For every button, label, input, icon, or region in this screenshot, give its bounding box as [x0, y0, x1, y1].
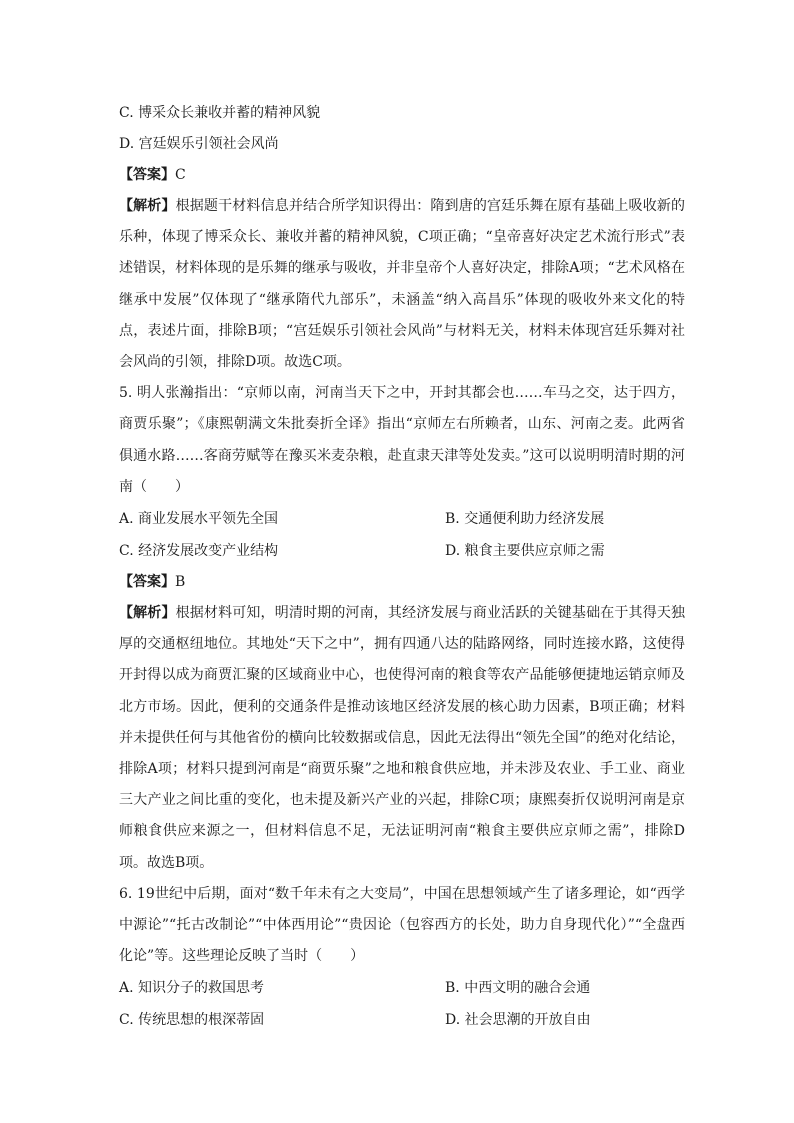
- q4-analysis-label: 【解析】: [119, 198, 176, 214]
- q4-analysis: [119, 191, 685, 378]
- q6-options-row-2: [119, 1004, 685, 1036]
- q5-analysis-label: 【解析】: [119, 605, 176, 622]
- q6-options-row-1: [119, 972, 685, 1004]
- q4-option-d: D. 宫廷娱乐引领社会风尚: [119, 136, 279, 152]
- q5-analysis-text: 根据材料可知，明清时期的河南，其经济发展与商业活跃的关键基础在于其得天独厚的交通枢纽地位。其地处“天下之中”，拥有四通八达的陆路网络，同时连接水路，这使得开封得以成为商贾汇聚的区域商业中心，也使得河南的粮食等农产品能够便捷地运销京师及北方市场。因此，便利的交通条件是推动该地区经济发展的核心助力因素，B项正确；材料并未提供任何与其他省份的横向比较数据或信息，因此无法得出“领先全国”的绝对化结论，排除A项；材料只提到河南是“商贾乐聚”之地和粮食供应地，并未涉及农业、手工业、商业三大产业之间比重的变化，也未提及新兴产业的兴起，排除C项；康熙奏折仅说明河南是京师粮食供应来源之一，但材料信息不足，无法证明河南“粮食主要供应京师之需”，排除D项。故选B项。: [119, 605, 686, 871]
- q5-answer: [119, 567, 685, 598]
- q4-answer-label: 【答案】: [119, 167, 175, 183]
- q6-option-b: B. 中西文明的融合会通: [445, 980, 591, 997]
- q4-answer: [119, 160, 685, 191]
- q4-answer-value: C: [175, 167, 186, 183]
- q6-stem: 6. 19世纪中后期，面对“数千年未有之大变局”，中国在思想领域产生了诸多理论，如“西学中源论”“托古改制论”“中体西用论”“贵因论（包容西方的长处，助力自身现代化）”“全盘西化论”等。这些理论反映了当时（ ）: [119, 885, 685, 965]
- q5-answer-label: 【答案】: [119, 574, 175, 591]
- q5-answer-value: B: [175, 574, 186, 591]
- q5-stem: 5. 明人张瀚指出：“京师以南，河南当天下之中，开封其都会也……车马之交，达于四方，商贾乐聚”；《康熙朝满文朱批奏折全译》指出“京师左右所赖者，山东、河南之麦。此两省俱通水路……客商劳赋等在豫买米麦杂粮，赴直隶天津等处发卖。”这可以说明明清时期的河南（ ）: [119, 385, 685, 495]
- q6-option-d: D. 社会思潮的开放自由: [445, 1012, 591, 1029]
- q4-option-c: C. 博采众长兼收并蓄的精神风貌: [119, 105, 321, 121]
- q5-option-b: B. 交通便利助力经济发展: [445, 511, 605, 528]
- q6-option-a: A. 知识分子的救国思考: [119, 980, 265, 997]
- q5-analysis: [119, 598, 685, 879]
- q5-option-d: D. 粮食主要供应京师之需: [445, 543, 605, 560]
- q6-option-c: C. 传统思想的根深蒂固: [119, 1012, 265, 1029]
- document-page: [119, 98, 685, 1036]
- q5-option-a: A. 商业发展水平领先全国: [119, 511, 279, 528]
- q5-option-c: C. 经济发展改变产业结构: [119, 543, 279, 560]
- q5-options-row-1: [119, 503, 685, 535]
- q5-options-row-2: [119, 535, 685, 567]
- q4-analysis-text: 根据题干材料信息并结合所学知识得出：隋到唐的宫廷乐舞在原有基础上吸收新的乐种，体现了博采众长、兼收并蓄的精神风貌，C项正确；“皇帝喜好决定艺术流行形式”表述错误，材料体现的是乐舞的继承与吸收，并非皇帝个人喜好决定，排除A项；“艺术风格在继承中发展”仅体现了“继承隋代九部乐”，未涵盖“纳入高昌乐”体现的吸收外来文化的特点，表述片面，排除B项；“宫廷娱乐引领社会风尚”与材料无关，材料未体现宫廷乐舞对社会风尚的引领，排除D项。故选C项。: [119, 198, 686, 371]
